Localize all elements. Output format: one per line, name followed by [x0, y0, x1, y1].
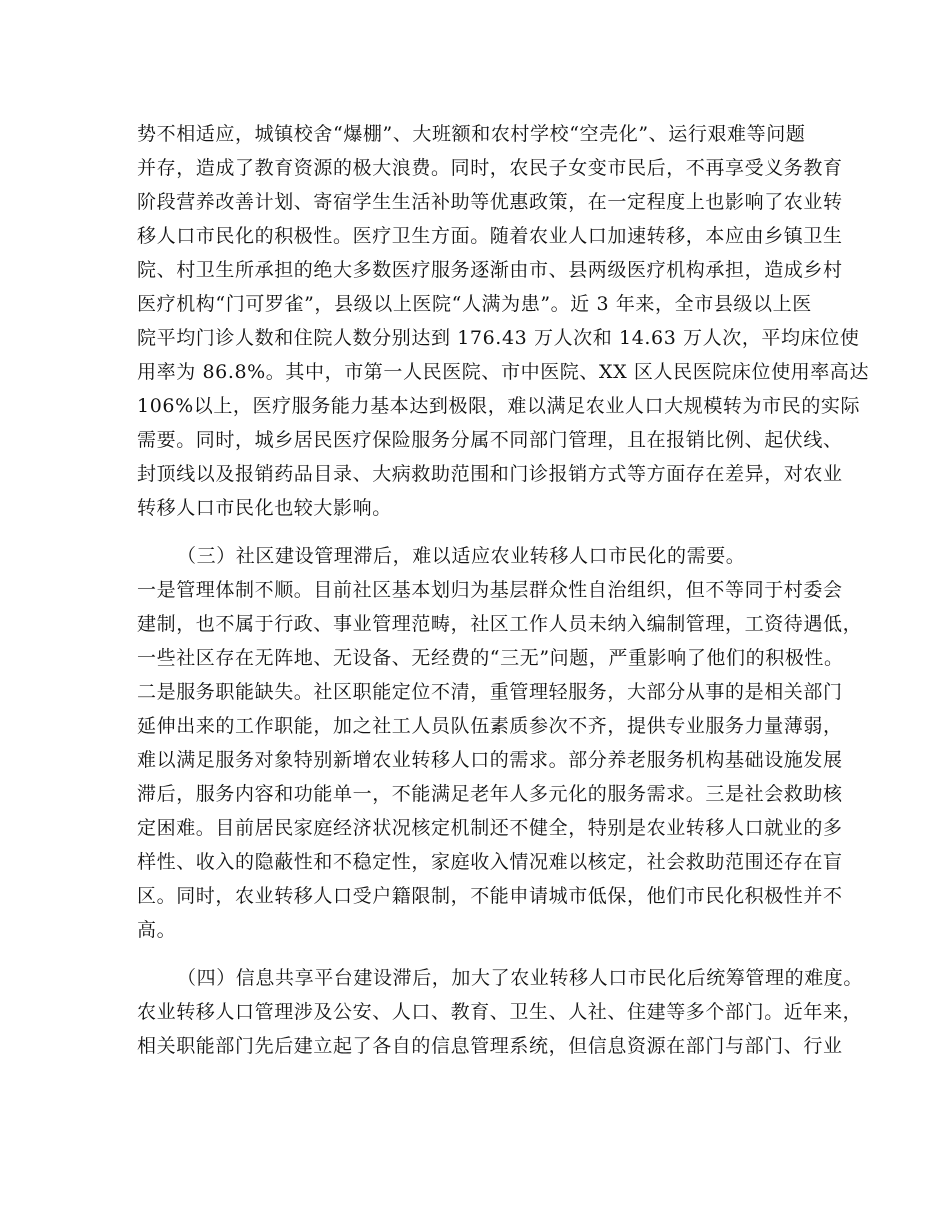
text-line: 建制，也不属于行政、事业管理范畴，社区工作人员未纳入编制管理，工资待遇低， [137, 613, 863, 635]
text-line: 转移人口市民化也较大影响。 [137, 497, 392, 519]
text-line: 院、村卫生所承担的绝大多数医疗服务逐渐由市、县两级医疗机构承担，造成乡村 [137, 259, 843, 281]
text-line: 106%以上，医疗服务能力基本达到极限，难以满足农业人口大规模转为市民的实际 [137, 395, 861, 417]
text-line: 难以满足服务对象特别新增农业转移人口的需求。部分养老服务机构基础设施发展 [137, 749, 843, 771]
text-line: 延伸出来的工作职能，加之社工人员队伍素质参次不齐，提供专业服务力量薄弱， [137, 715, 843, 737]
text-line: 高。 [137, 919, 177, 941]
section-heading: （四）信息共享平台建设滞后，加大了农业转移人口市民化后统筹管理的难度。 [177, 967, 864, 989]
text-line: 一是管理体制不顺。目前社区基本划归为基层群众性自治组织，但不等同于村委会 [137, 579, 843, 601]
text-line: 定困难。目前居民家庭经济状况核定机制还不健全，特别是农业转移人口就业的多 [137, 817, 843, 839]
text-line: 院平均门诊人数和住院人数分别达到 176.43 万人次和 14.63 万人次，平均床位使 [137, 327, 860, 349]
text-line: 需要。同时，城乡居民医疗保险服务分属不同部门管理，且在报销比例、起伏线、 [137, 429, 843, 451]
text-line: 滞后，服务内容和功能单一，不能满足老年人多元化的服务需求。三是社会救助核 [137, 783, 843, 805]
text-line: 移人口市民化的积极性。医疗卫生方面。随着农业人口加速转移，本应由乡镇卫生 [137, 225, 843, 247]
text-line: 阶段营养改善计划、寄宿学生生活补助等优惠政策，在一定程度上也影响了农业转 [137, 191, 843, 213]
text-line: 并存，造成了教育资源的极大浪费。同时，农民子女变市民后，不再享受义务教育 [137, 157, 843, 179]
text-line: 势不相适应，城镇校舍“爆棚”、大班额和农村学校“空壳化”、运行艰难等问题 [137, 123, 806, 145]
text-line: 一些社区存在无阵地、无设备、无经费的“三无”问题，严重影响了他们的积极性。 [137, 647, 844, 669]
text-line: 二是服务职能缺失。社区职能定位不清，重管理轻服务，大部分从事的是相关部门 [137, 681, 843, 703]
text-line: 封顶线以及报销药品目录、大病救助范围和门诊报销方式等方面存在差异，对农业 [137, 463, 843, 485]
text-line: 用率为 86.8%。其中，市第一人民医院、市中医院、XX 区人民医院床位使用率高达 [137, 361, 870, 383]
text-line: 样性、收入的隐蔽性和不稳定性，家庭收入情况难以核定，社会救助范围还存在盲 [137, 851, 843, 873]
text-line: 医疗机构“门可罗雀”，县级以上医院“人满为患”。近 3 年来，全市县级以上医 [137, 293, 812, 315]
text-line: 相关职能部门先后建立起了各自的信息管理系统，但信息资源在部门与部门、行业 [137, 1035, 843, 1057]
text-line: 农业转移人口管理涉及公安、人口、教育、卫生、人社、住建等多个部门。近年来， [137, 1001, 863, 1023]
text-line: 区。同时，农业转移人口受户籍限制，不能申请城市低保，他们市民化积极性并不 [137, 885, 843, 907]
section-heading: （三）社区建设管理滞后，难以适应农业转移人口市民化的需要。 [177, 545, 746, 567]
